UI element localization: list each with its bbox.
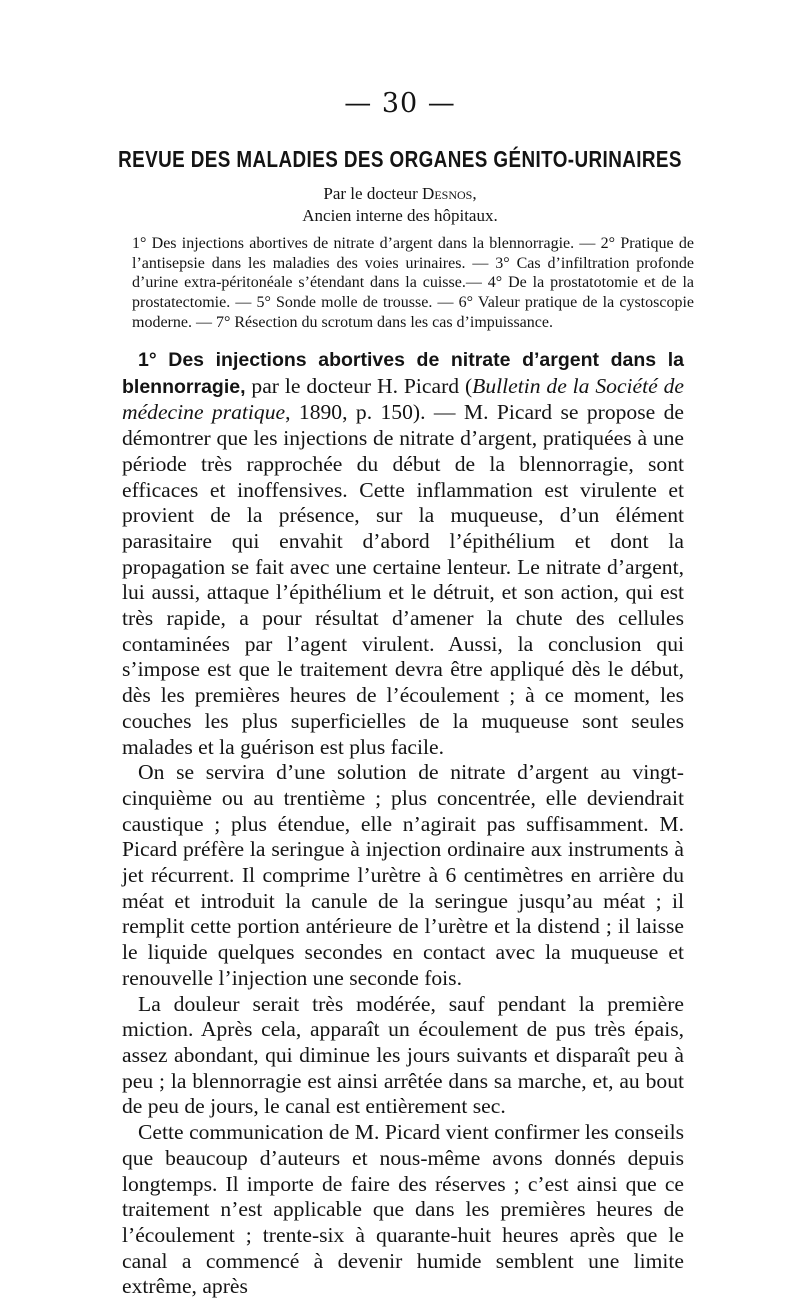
paragraph-1	[122, 347, 684, 760]
byline-author	[0, 184, 800, 204]
paragraph-3: La douleur serait très modérée, sauf pendant la première miction. Après cela, apparaît un écoulement de pus très épais, assez abondant, qui diminue les jours suivants et disparaît peu à peu ; la blennorragie est ainsi arrêtée dans sa marche, et, au bout de peu de jours, le canal est entièrement sec.	[122, 991, 684, 1119]
page-number: — 30 —	[344, 88, 456, 119]
article-body	[122, 347, 684, 1300]
paragraph-2: On se servira d’une solution de nitrate d’argent au vingt-cinquième ou au trentième ; plus concentrée, elle deviendrait caustique ; plus étendue, elle n’agirait pas suffisamment. M. Picard préfère la seringue à injection ordinaire aux instruments à jet récurrent. Il comprime l’urètre à 6 centimètres en arrière du méat et introduit la canule de la seringue jusqu’au méat ; il remplit cette portion antérieure de l’urètre et la distend ; il laisse le liquide quelques secondes en contact avec la muqueuse et renouvelle l’injection une seconde fois.	[122, 760, 684, 990]
lead-source: Bulletin de la Société de médecine pratique	[122, 373, 684, 425]
byline-role: Ancien interne des hôpitaux.	[302, 206, 498, 225]
lead-heading: 1° Des injections abortives de nitrate d’argent dans la blennorragie,	[122, 349, 684, 398]
lead-rest: , 1890, p. 150). — M. Picard se propose de démontrer que les injections de nitrate d’argent, pratiquées à une période très rapprochée du début de la blennorragie, sont efficaces et inoffensives. Cette inflammation est virulente et provient de la présence, sur la muqueuse, d’un élément parasitaire qui envahit d’abord l’épithélium et dont la propagation se fait avec une certaine lenteur. Le nitrate d’argent, lui aussi, attaque l’épithélium et le détruit, et son action, qui est très rapide, a pour résultat d’amener la chute des cellules contaminées par l’agent virulent. Aussi, la conclusion qui s’impose est que le traitement devra être appliqué dès le début, dès les premières heures de l’écoulement ; à ce moment, les couches les plus superficielles de la muqueuse sont seules malades et la guérison est plus facile.	[122, 400, 684, 759]
article-summary: 1° Des injections abortives de nitrate d’argent dans la blennorragie. — 2° Pratique de l’antisepsie dans les maladies des voies urinaires. — 3° Cas d’infiltration profonde d’urine extra-péritonéale s’étendant dans la cuisse.— 4° De la prostatotomie et de la prostatectomie. — 5° Sonde molle de trousse. — 6° Valeur pratique de la cystoscopie moderne. — 7° Résection du scrotum dans les cas d’impuissance.	[132, 235, 694, 331]
author-name: Desnos,	[422, 184, 477, 203]
lead-author: par le docteur H. Picard (	[245, 373, 473, 398]
byline-prefix: Par le docteur	[323, 184, 423, 203]
paragraph-4: Cette communication de M. Picard vient confirmer les conseils que beaucoup d’auteurs et nous-même avons donnés depuis longtemps. Il importe de faire des réserves ; c’est ainsi que ce traitement n’est applicable que dans les premières heures de l’écoulement ; trente-six à quarante-huit heures après que le canal a commencé à devenir humide semblent une limite extrême, après	[122, 1120, 684, 1299]
journal-title: REVUE DES MALADIES DES ORGANES GÉNITO-URINAIRES	[118, 146, 682, 172]
